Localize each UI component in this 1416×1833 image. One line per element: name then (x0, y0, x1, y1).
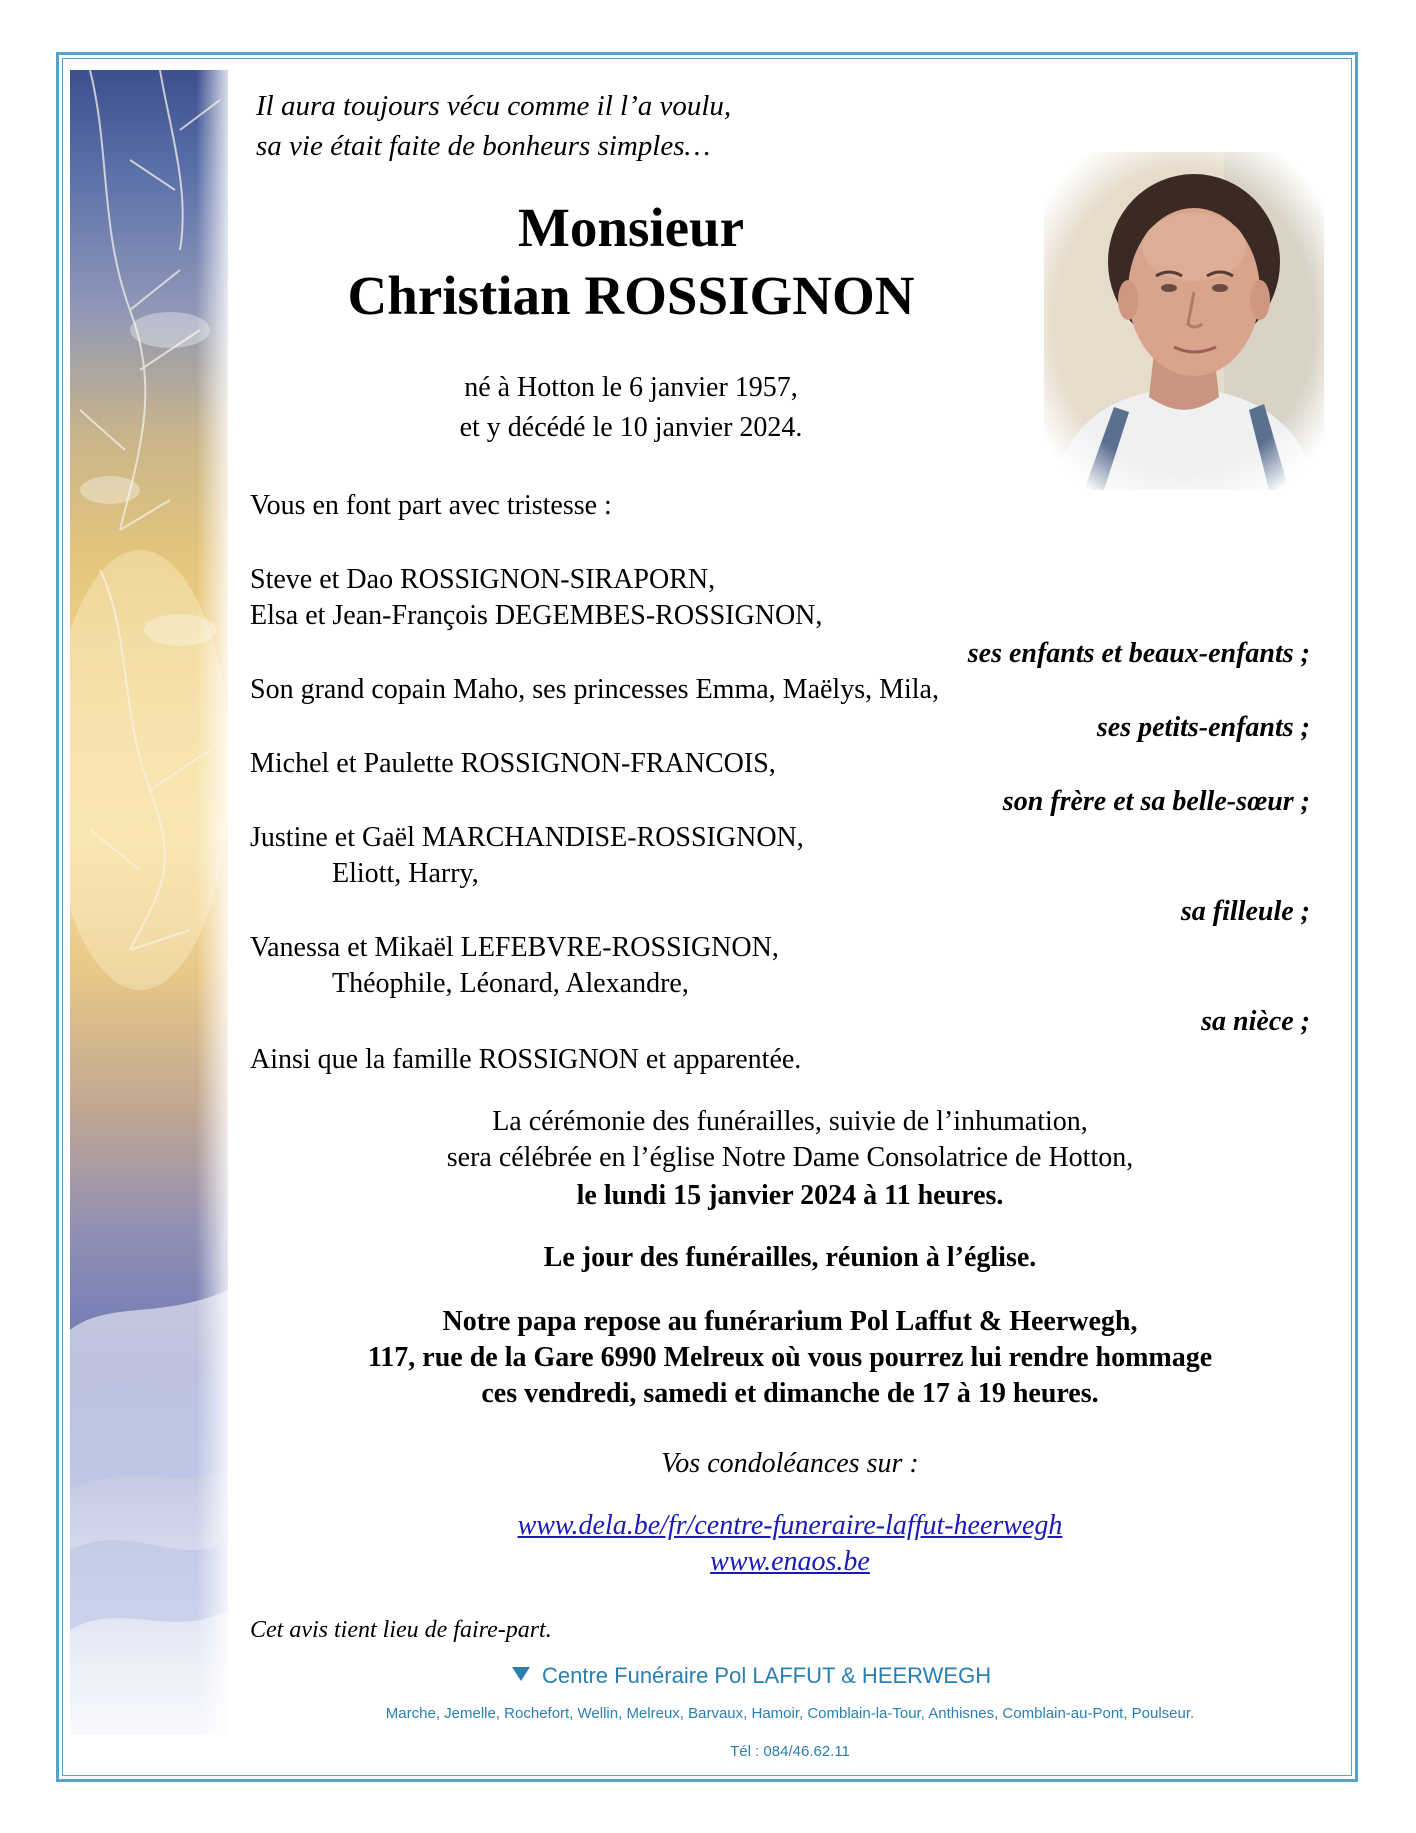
family-children-line-2: Elsa et Jean-François DEGEMBES-ROSSIGNON, (250, 600, 823, 631)
family-goddaughter-children: Eliott, Harry, (332, 858, 479, 889)
condolences-link-row-1 (256, 1508, 1324, 1544)
family-children-role: ses enfants et beaux-enfants ; (967, 638, 1310, 669)
ceremony-date-time: le lundi 15 janvier 2024 à 11 heures. (576, 1180, 1004, 1211)
family-goddaughter-line: Justine et Gaël MARCHANDISE-ROSSIGNON, (250, 822, 804, 853)
condolences-link-row-2 (256, 1544, 1324, 1580)
frosted-branches-illustration (70, 70, 228, 1735)
condolences-link-dela[interactable]: www.dela.be/fr/centre-funeraire-laffut-heerwegh (517, 1510, 1063, 1541)
family-grandchildren-line: Son grand copain Maho, ses princesses Emma, Maëlys, Mila, (250, 674, 939, 705)
epigraph-line-1: Il aura toujours vécu comme il l’a voulu, (256, 90, 732, 122)
visitation-hours: ces vendredi, samedi et dimanche de 17 à 19 heures. (481, 1378, 1099, 1409)
visitation-line-1: Notre papa repose au funérarium Pol Laffut & Heerwegh, (442, 1306, 1138, 1337)
death-date-line: et y décédé le 10 janvier 2024. (459, 412, 803, 443)
epigraph-line-2: sa vie était faite de bonheurs simples… (256, 130, 711, 162)
winter-landscape-image (70, 70, 228, 1735)
footer-company (512, 1662, 991, 1690)
ceremony-line-1: La cérémonie des funérailles, suivie de l’inhumation, (492, 1106, 1088, 1137)
triangle-down-icon (512, 1667, 530, 1681)
family-children-line-1: Steve et Dao ROSSIGNON-SIRAPORN, (250, 564, 716, 595)
ceremony-line-2: sera célébrée en l’église Notre Dame Consolatrice de Hotton, (446, 1142, 1134, 1173)
deceased-name: Christian ROSSIGNON (347, 265, 915, 326)
family-brother-line: Michel et Paulette ROSSIGNON-FRANCOIS, (250, 748, 776, 779)
footer-locations: Marche, Jemelle, Rochefort, Wellin, Melreux, Barvaux, Hamoir, Comblain-la-Tour, Anthisnes, Comblain-au-Pont, Poulseur. (385, 1705, 1195, 1722)
family-niece-line: Vanessa et Mikaël LEFEBVRE-ROSSIGNON, (250, 932, 779, 963)
meeting-note: Le jour des funérailles, réunion à l’église. (543, 1242, 1037, 1273)
notice-note: Cet avis tient lieu de faire-part. (250, 1617, 552, 1643)
family-niece-children: Théophile, Léonard, Alexandre, (332, 968, 689, 999)
birth-date-line: né à Hotton le 6 janvier 1957, (464, 372, 798, 403)
footer-company-name: Centre Funéraire Pol LAFFUT & HEERWEGH (542, 1663, 992, 1688)
portrait-illustration (1044, 152, 1324, 490)
announcement-intro: Vous en font part avec tristesse : (250, 490, 612, 521)
condolences-label: Vos condoléances sur : (661, 1448, 919, 1479)
visitation-address: 117, rue de la Gare 6990 Melreux où vous pourrez lui rendre hommage (367, 1342, 1213, 1373)
family-goddaughter-role: sa filleule ; (1180, 896, 1310, 927)
footer-phone: Tél : 084/46.62.11 (730, 1743, 850, 1760)
family-others-line: Ainsi que la famille ROSSIGNON et apparentée. (250, 1044, 802, 1075)
family-niece-role: sa nièce ; (1201, 1006, 1310, 1037)
family-grandchildren-role: ses petits-enfants ; (1096, 712, 1310, 743)
portrait-photo (1044, 152, 1324, 490)
family-brother-role: son frère et sa belle-sœur ; (1002, 786, 1310, 817)
honorific-title: Monsieur (517, 197, 745, 258)
condolences-link-enaos[interactable]: www.enaos.be (710, 1546, 870, 1577)
